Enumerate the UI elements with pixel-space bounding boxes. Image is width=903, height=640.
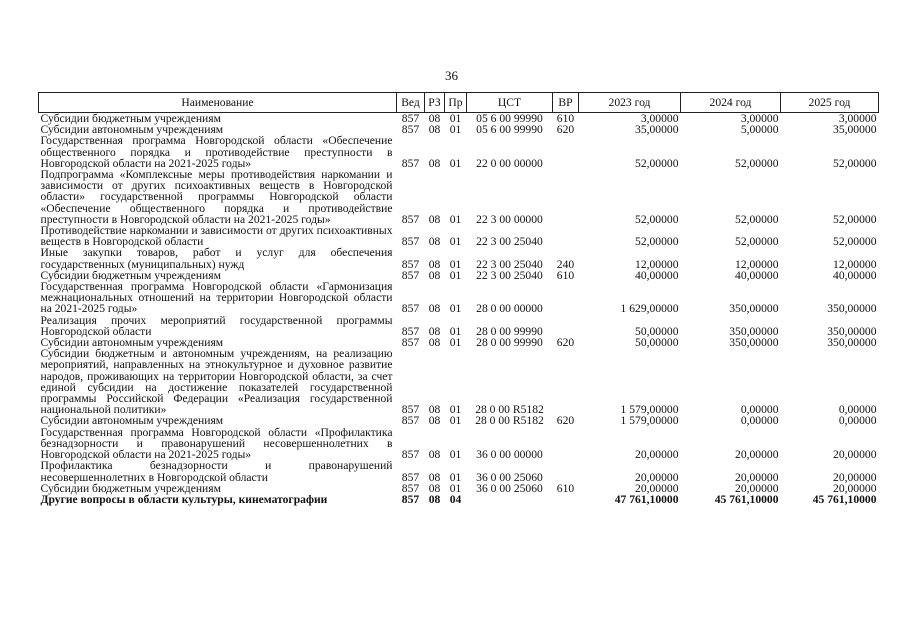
cell-cst: 36 0 00 25060 — [476, 481, 543, 495]
cell-ved: 857 — [401, 268, 420, 282]
cell-2024: 20,00000 — [735, 448, 779, 462]
cell-2024: 3,00000 — [740, 112, 779, 125]
cell-rz: 08 — [428, 414, 441, 428]
cell-pr: 04 — [449, 492, 462, 506]
cell-vr: 610 — [556, 112, 575, 125]
cell-2023: 52,00000 — [635, 212, 679, 226]
cell-name: Субсидии бюджетным учреждениям — [40, 268, 221, 282]
cell-2024: 45 761,10000 — [714, 492, 779, 506]
cell-name: Другие вопросы в области культуры, кинематографии — [40, 492, 328, 506]
cell-name: Субсидии бюджетным и автономным учреждениям, на реализацию мероприятий, направленных на этнокультурное и духовное развитие народов, проживающих на территории Новгородской области, за счет единой субсидии на достижение показателей государственной программы Российской Федерации «Реализация государственной национальной политики» — [40, 347, 393, 417]
cell-rz: 08 — [428, 324, 441, 338]
cell-2024: 20,00000 — [735, 481, 779, 495]
cell-vr: 240 — [556, 257, 575, 271]
cell-2025: 0,00000 — [838, 403, 877, 417]
cell-2023: 20,00000 — [635, 448, 679, 462]
cell-name: Иные закупки товаров, работ и услуг для обеспечения государственных (муниципальных) нужд — [40, 246, 393, 271]
cell-ved: 857 — [401, 470, 420, 484]
cell-2023: 35,00000 — [635, 123, 679, 137]
cell-2023: 20,00000 — [635, 470, 679, 484]
header-name: Наименование — [39, 93, 397, 113]
cell-pr: 01 — [449, 156, 462, 170]
cell-ved: 857 — [401, 156, 420, 170]
cell-name: Субсидии бюджетным учреждениям — [40, 112, 221, 125]
cell-2023: 1 579,00000 — [620, 414, 679, 428]
cell-rz: 08 — [428, 257, 441, 271]
cell-2023: 50,00000 — [635, 324, 679, 338]
cell-ved: 857 — [401, 448, 420, 462]
header-cst: ЦСТ — [467, 93, 553, 113]
cell-2024: 20,00000 — [735, 470, 779, 484]
cell-pr: 01 — [449, 481, 462, 495]
cell-2024: 52,00000 — [735, 235, 779, 249]
cell-vr: 620 — [556, 336, 575, 350]
cell-2024: 350,00000 — [729, 324, 779, 338]
cell-ved: 857 — [401, 257, 420, 271]
cell-2023: 12,00000 — [635, 257, 679, 271]
cell-cst: 22 0 00 00000 — [476, 156, 543, 170]
header-ved: Вед — [397, 93, 425, 113]
cell-cst: 05 6 00 99990 — [476, 123, 543, 137]
cell-cst: 22 3 00 25040 — [476, 235, 543, 249]
header-vr: ВР — [553, 93, 579, 113]
cell-rz: 08 — [428, 336, 441, 350]
cell-2024: 40,00000 — [735, 268, 779, 282]
cell-rz: 08 — [428, 268, 441, 282]
cell-cst: 28 0 00 99990 — [476, 324, 543, 338]
table-row — [39, 225, 879, 247]
cell-rz: 08 — [428, 448, 441, 462]
cell-2024: 5,00000 — [740, 123, 779, 137]
cell-cst — [467, 494, 553, 505]
cell-vr — [553, 135, 579, 169]
cell-cst: 22 3 00 25040 — [476, 268, 543, 282]
cell-2023: 1 629,00000 — [620, 302, 679, 316]
cell-cst: 22 3 00 25040 — [476, 257, 543, 271]
cell-pr: 01 — [449, 470, 462, 484]
cell-2023: 20,00000 — [635, 481, 679, 495]
cell-2025: 20,00000 — [833, 448, 877, 462]
cell-rz: 08 — [428, 470, 441, 484]
cell-pr: 01 — [449, 123, 462, 137]
cell-2025: 20,00000 — [833, 470, 877, 484]
cell-2023: 50,00000 — [635, 336, 679, 350]
cell-2023: 52,00000 — [635, 156, 679, 170]
cell-rz: 08 — [428, 123, 441, 137]
cell-vr: 620 — [556, 123, 575, 137]
cell-vr — [553, 460, 579, 482]
cell-vr — [553, 348, 579, 415]
table-row — [39, 135, 879, 169]
cell-vr — [553, 494, 579, 505]
cell-2025: 0,00000 — [838, 414, 877, 428]
cell-cst: 28 0 00 R5182 — [475, 414, 544, 428]
table-row — [39, 460, 879, 482]
header-2025: 2025 год — [781, 93, 879, 113]
cell-2024: 52,00000 — [735, 212, 779, 226]
cell-ved: 857 — [401, 336, 420, 350]
cell-rz: 08 — [428, 112, 441, 125]
cell-ved: 857 — [401, 302, 420, 316]
cell-2025: 12,00000 — [833, 257, 877, 271]
cell-cst: 22 3 00 00000 — [476, 212, 543, 226]
cell-pr: 01 — [449, 302, 462, 316]
cell-2025: 350,00000 — [827, 336, 877, 350]
cell-2023: 40,00000 — [635, 268, 679, 282]
cell-ved: 857 — [401, 403, 420, 417]
cell-vr — [553, 169, 579, 225]
cell-vr: 620 — [556, 414, 575, 428]
cell-name: Субсидии бюджетным учреждениям — [40, 481, 221, 495]
cell-2024: 52,00000 — [735, 156, 779, 170]
cell-pr: 01 — [449, 403, 462, 417]
cell-rz: 08 — [428, 212, 441, 226]
cell-name: Противодействие наркомании и зависимости от других психоактивных веществ в Новгородской области — [40, 224, 393, 249]
cell-vr: 610 — [556, 481, 575, 495]
cell-2025: 52,00000 — [833, 212, 877, 226]
cell-ved: 857 — [401, 112, 420, 125]
cell-rz: 08 — [428, 492, 441, 506]
cell-cst: 28 0 00 R5182 — [475, 403, 544, 417]
cell-name: Государственная программа Новгородской области «Обеспечение общественного порядка и противодействие преступности в Новгородской области на 2021-2025 годы» — [40, 134, 393, 170]
cell-name: Субсидии автономным учреждениям — [40, 414, 224, 428]
cell-pr: 01 — [449, 112, 462, 125]
cell-name: Профилактика безнадзорности и правонарушений несовершеннолетних в Новгородской области — [40, 459, 393, 484]
cell-2025: 40,00000 — [833, 268, 877, 282]
cell-2025: 52,00000 — [833, 156, 877, 170]
cell-pr: 01 — [449, 235, 462, 249]
table-row — [39, 348, 879, 415]
cell-2024: 350,00000 — [729, 302, 779, 316]
cell-2025: 20,00000 — [833, 481, 877, 495]
cell-name: Субсидии автономным учреждениям — [40, 123, 224, 137]
header-pr: Пр — [445, 93, 467, 113]
cell-2024: 0,00000 — [740, 414, 779, 428]
cell-pr: 01 — [449, 448, 462, 462]
budget-table — [38, 92, 879, 505]
cell-vr: 610 — [556, 268, 575, 282]
cell-pr: 01 — [449, 212, 462, 226]
table-row — [39, 427, 879, 461]
page-number: 36 — [445, 68, 458, 83]
cell-ved: 857 — [401, 235, 420, 249]
cell-name: Субсидии автономным учреждениям — [40, 336, 224, 350]
table-header-row — [39, 93, 879, 113]
cell-ved: 857 — [401, 212, 420, 226]
cell-ved: 857 — [401, 492, 420, 506]
table-row — [39, 415, 879, 426]
cell-rz: 08 — [428, 235, 441, 249]
cell-2025: 350,00000 — [827, 324, 877, 338]
cell-pr: 01 — [449, 268, 462, 282]
header-rz: РЗ — [425, 93, 445, 113]
cell-vr — [553, 281, 579, 315]
cell-name: Государственная программа Новгородской области «Гармонизация межнациональных отношений на территории Новгородской области на 2021-2025 годы» — [40, 280, 393, 316]
table-row — [39, 169, 879, 225]
cell-2023: 3,00000 — [640, 112, 679, 125]
cell-ved: 857 — [401, 414, 420, 428]
cell-2024: 350,00000 — [729, 336, 779, 350]
cell-pr: 01 — [449, 257, 462, 271]
cell-vr — [553, 315, 579, 337]
cell-2025: 52,00000 — [833, 235, 877, 249]
cell-rz: 08 — [428, 302, 441, 316]
table-row — [39, 281, 879, 315]
cell-pr: 01 — [449, 324, 462, 338]
cell-rz: 08 — [428, 403, 441, 417]
table-row — [39, 315, 879, 337]
table-body — [39, 113, 879, 506]
table-row — [39, 247, 879, 269]
cell-vr — [553, 225, 579, 247]
table-row — [39, 494, 879, 505]
header-2023: 2023 год — [579, 93, 681, 113]
header-2024: 2024 год — [681, 93, 781, 113]
cell-ved: 857 — [401, 123, 420, 137]
cell-2025: 350,00000 — [827, 302, 877, 316]
cell-cst: 36 0 00 00000 — [476, 448, 543, 462]
cell-cst: 05 6 00 99990 — [476, 112, 543, 125]
cell-2023: 1 579,00000 — [620, 403, 679, 417]
cell-2025: 3,00000 — [838, 112, 877, 125]
cell-2025: 35,00000 — [833, 123, 877, 137]
cell-2024: 12,00000 — [735, 257, 779, 271]
cell-cst: 36 0 00 25060 — [476, 470, 543, 484]
cell-rz: 08 — [428, 481, 441, 495]
cell-2023: 47 761,10000 — [614, 492, 679, 506]
cell-ved: 857 — [401, 324, 420, 338]
cell-pr: 01 — [449, 414, 462, 428]
cell-2025: 45 761,10000 — [812, 492, 877, 506]
cell-2023: 52,00000 — [635, 235, 679, 249]
cell-pr: 01 — [449, 336, 462, 350]
cell-rz: 08 — [428, 156, 441, 170]
cell-name: Реализация прочих мероприятий государственной программы Новгородской области — [40, 313, 393, 338]
cell-ved: 857 — [401, 481, 420, 495]
cell-name: Подпрограмма «Комплексные меры противодействия наркомании и зависимости от других психоактивных веществ в Новгородской области» государственной программы Новгородской области «Обеспечение общественного порядка и противодействие преступности в Новгородской области на 2021-2025 годы» — [40, 168, 393, 226]
cell-name: Государственная программа Новгородской области «Профилактика безнадзорности и правонарушений несовершеннолетних в Новгородской области на 2021-2025 годы» — [40, 425, 393, 462]
cell-vr — [553, 427, 579, 461]
cell-2024: 0,00000 — [740, 403, 779, 417]
cell-cst: 28 0 00 00000 — [476, 302, 543, 316]
cell-cst: 28 0 00 99990 — [476, 336, 543, 350]
